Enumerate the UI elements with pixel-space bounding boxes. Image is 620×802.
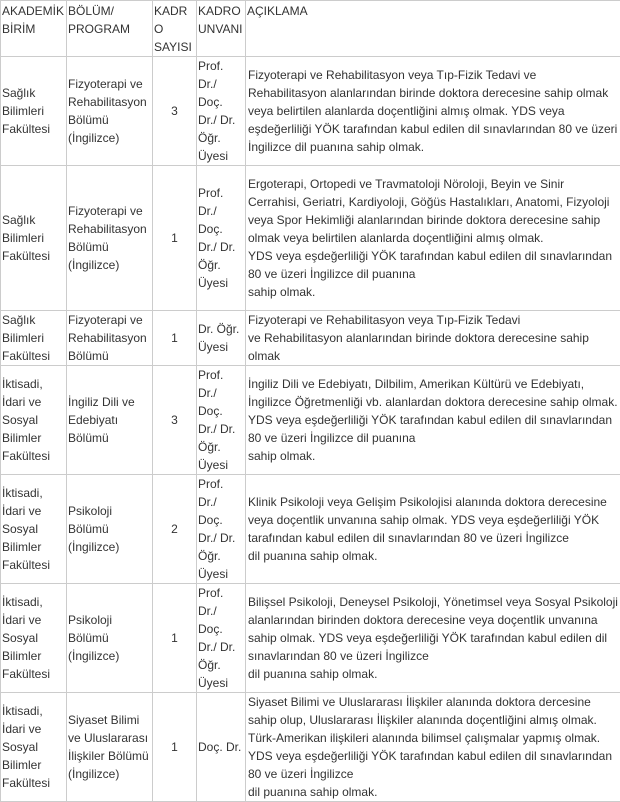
cell-description — [246, 366, 620, 475]
table-row — [1, 475, 620, 584]
table-row — [1, 311, 620, 366]
cell-count: 1 — [153, 311, 197, 366]
description-line: Bilişsel Psikoloji, Deneysel Psikoloji, Yönetimsel veya Sosyal Psikoloji alanlarından birinden doktora derecesine veya doçentlik unvanına sahip olmak. YDS veya eşdeğerliliği YÖK tarafından kabul edilen dil sınavlarından 80 ve üzeri İngilizce — [248, 593, 618, 665]
cell-count: 3 — [153, 57, 197, 166]
header-description: AÇIKLAMA — [246, 1, 620, 57]
cell-count: 2 — [153, 475, 197, 584]
cell-description — [246, 475, 620, 584]
description-line: Klinik Psikoloji veya Gelişim Psikolojisi alanında doktora derecesine veya doçentlik unvanına sahip olmak. YDS veya eşdeğerliliği YÖK tarafından kabul edilen dil sınavlarından 80 ve üzeri İngilizce — [248, 493, 618, 547]
cell-description — [246, 57, 620, 166]
header-program: BÖLÜM/ PROGRAM — [67, 1, 153, 57]
cell-title: Prof. Dr./ Doç. Dr./ Dr. Öğr. Üyesi — [197, 584, 246, 693]
header-row — [1, 1, 620, 57]
cell-title: Prof. Dr./ Doç. Dr./ Dr. Öğr. Üyesi — [197, 475, 246, 584]
cell-program: Siyaset Bilimi ve Uluslararası İlişkiler Bölümü (İngilizce) — [67, 693, 153, 802]
header-count: KADRO SAYISI — [153, 1, 197, 57]
cell-count: 3 — [153, 366, 197, 475]
cell-title: Prof. Dr./ Doç. Dr./ Dr. Öğr. Üyesi — [197, 366, 246, 475]
table-row — [1, 366, 620, 475]
cell-unit: Sağlık Bilimleri Fakültesi — [1, 166, 67, 311]
description-line: YDS veya eşdeğerliliği YÖK tarafından kabul edilen dil sınavlarından 80 ve üzeri İngilizce dil puanına — [248, 247, 618, 283]
description-line: ve Rehabilitasyon alanlarından birinde doktora derecesine sahip olmak — [248, 329, 618, 365]
cell-count: 1 — [153, 584, 197, 693]
cell-description — [246, 311, 620, 366]
description-line: YDS veya eşdeğerliliği YÖK tarafından kabul edilen dil sınavlarından 80 ve üzeri İngilizce — [248, 747, 618, 783]
cell-unit: İktisadi, İdari ve Sosyal Bilimler Fakültesi — [1, 693, 67, 802]
cell-unit: İktisadi, İdari ve Sosyal Bilimler Fakültesi — [1, 584, 67, 693]
description-line: dil puanına sahip olmak. — [248, 665, 618, 683]
cell-program: Fizyoterapi ve Rehabilitasyon Bölümü (İngilizce) — [67, 166, 153, 311]
description-line: dil puanına sahip olmak. — [248, 547, 618, 565]
cell-unit: İktisadi, İdari ve Sosyal Bilimler Fakültesi — [1, 366, 67, 475]
cell-unit: Sağlık Bilimleri Fakültesi — [1, 57, 67, 166]
cell-title: Prof. Dr./ Doç. Dr./ Dr. Öğr. Üyesi — [197, 57, 246, 166]
header-unit: AKADEMİK BİRİM — [1, 1, 67, 57]
description-line: Siyaset Bilimi ve Uluslararası İlişkiler alanında doktora dercesine sahip olup, Uluslararası İlişkiler alanında doçentliğini almış olmak. Türk-Amerikan ilişkileri alanında bilimsel çalışmalar yapmış olmak. — [248, 693, 618, 747]
description-line: dil puanına sahip olmak. — [248, 783, 618, 801]
cell-program: Fizyoterapi ve Rehabilitasyon Bölümü (İngilizce) — [67, 57, 153, 166]
description-line: Ergoterapi, Ortopedi ve Travmatoloji Nöroloji, Beyin ve Sinir Cerrahisi, Geriatri, Kardiyoloji, Göğüs Hastalıkları, Anatomi, Fizyoloji veya Spor Hekimliği alanlarından birinde doktora derecesine sahip olmak veya belirtilen alanlarda doçentliğini almış olmak. — [248, 175, 618, 247]
cell-title: Doç. Dr. — [197, 693, 246, 802]
description-line: Fizyoterapi ve Rehabilitasyon veya Tıp-Fizik Tedavi ve Rehabilitasyon alanlarından birinde doktora derecesine sahip olmak veya belirtilen alanlarda doçentliğini almış olmak. YDS veya eşdeğerliliği YÖK tarafından kabul edilen dil sınavlarından 80 ve üzeri İngilizce dil puanına sahip olmak. — [248, 66, 618, 156]
cell-count: 1 — [153, 693, 197, 802]
cell-unit: Sağlık Bilimleri Fakültesi — [1, 311, 67, 366]
cell-count: 1 — [153, 166, 197, 311]
cell-program: Psikoloji Bölümü (İngilizce) — [67, 475, 153, 584]
description-line: Fizyoterapi ve Rehabilitasyon veya Tıp-Fizik Tedavi — [248, 311, 618, 329]
header-title: KADRO UNVANI — [197, 1, 246, 57]
cell-program: Fizyoterapi ve Rehabilitasyon Bölümü — [67, 311, 153, 366]
table-row — [1, 57, 620, 166]
table-row — [1, 584, 620, 693]
cell-unit: İktisadi, İdari ve Sosyal Bilimler Fakültesi — [1, 475, 67, 584]
cell-title: Dr. Öğr. Üyesi — [197, 311, 246, 366]
table-row — [1, 166, 620, 311]
cell-description — [246, 584, 620, 693]
cell-program: Psikoloji Bölümü (İngilizce) — [67, 584, 153, 693]
description-line: sahip olmak. — [248, 447, 618, 465]
cell-description — [246, 166, 620, 311]
cell-program: İngiliz Dili ve Edebiyatı Bölümü — [67, 366, 153, 475]
cell-description — [246, 693, 620, 802]
description-line: sahip olmak. — [248, 283, 618, 301]
description-line: İngiliz Dili ve Edebiyatı, Dilbilim, Amerikan Kültürü ve Edebiyatı, İngilizce Öğretmenliği vb. alanlardan doktora derecesine sahip olmak. YDS veya eşdeğerliliği YÖK tarafından kabul edilen dil sınavlarından 80 ve üzeri İngilizce dil puanına — [248, 375, 618, 447]
cell-title: Prof. Dr./ Doç. Dr./ Dr. Öğr. Üyesi — [197, 166, 246, 311]
table-row — [1, 693, 620, 802]
